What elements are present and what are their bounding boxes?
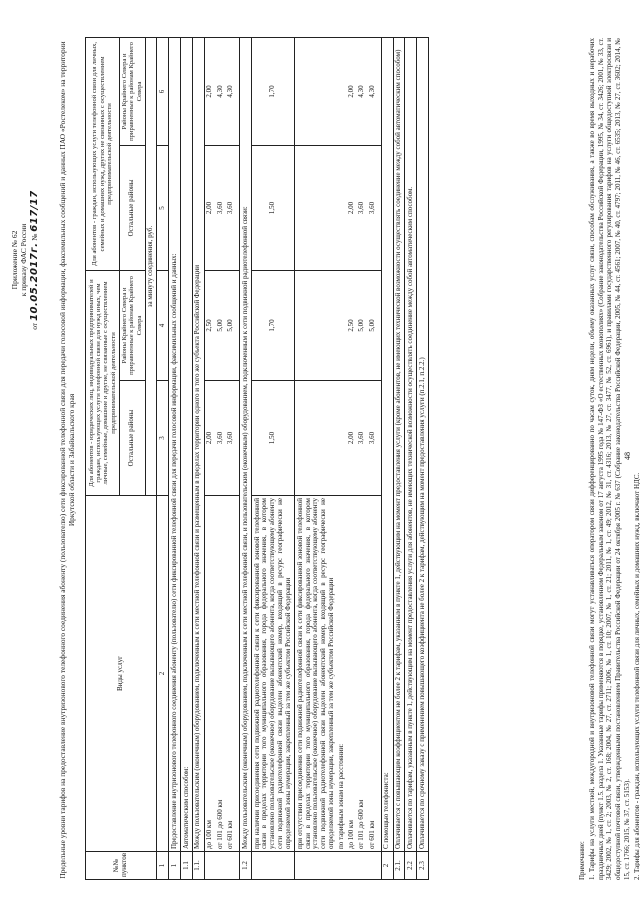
handwritten-order-number: 617/17 xyxy=(28,190,40,232)
header-citizens: Для абонентов - граждан, использующих услуги телефонной связи для личных, семейных и домашних нужд, других не связанных с осуществлением предпринимательской деятельности xyxy=(86,37,120,270)
table-row: 1.1 Автоматическим способом: xyxy=(181,37,193,879)
handwritten-date: 10.05.2017г. xyxy=(28,242,40,321)
table-column-numbers: 1 2 3 4 5 6 xyxy=(157,37,169,879)
header-north-regions: Районы Крайнего Севера и приравненные к районам Крайнего Севера xyxy=(119,270,145,380)
page-number: 48 xyxy=(623,452,632,460)
table-row: 2.3 Оплачивается по срочному заказу с применением повышающего коэффициента не более 2 к тарифам, действующим на момент предоставления услуги (п.2.1, п.2.2.) xyxy=(417,37,429,879)
tariff-table xyxy=(85,37,429,880)
appendix-order-date-line: от 10.05.2017г. № 617/17 xyxy=(28,190,40,330)
table-row: 1 Предоставление внутризонового телефонного соединения абоненту (пользователю) сети фиксированной телефонной связи для передачи голосовой информации, факсимильных сообщений и данных: xyxy=(169,37,181,879)
table-row: 2 С помощью телефониста: xyxy=(381,37,393,879)
table-row: 2.1. Оплачивается с повышающим коэффициентом не более 2 к тарифам, указанным в пункте 1, действующим на момент предоставления услуги (кроме абонентов, не имеющих технической возможности осуществлять соединение между собой автоматическим способом) xyxy=(393,37,405,879)
note-2: 2. Тарифы для абонентов - граждан, использующих услуги телефонной связи для личных, семейных и домашних нужд, включают НДС. xyxy=(632,472,640,880)
header-other-regions-2: Остальные районы xyxy=(119,145,145,270)
header-other-regions: Остальные районы xyxy=(119,381,145,496)
note-1: 1. Тарифы на услуги местной, междугородной и внутризоновой телефонной связи могут устанавливаться оператором связи дифференцированно по часам суток, дням недели, объему оказанных услуг связи, способам обслуживания, а также во время выходных и нерабочих праздничных дней (пункт 1.5. раздела 1. Указанные тарифы применяются в порядке, установленном Федеральным законом от 17 августа 1995 года № 147-ФЗ «О естественных монополиях» (Собрание законодательства Российской Федерации, 1995, № 34, ст. 3426; 2001, № 33, ст. 3429; 2002, № 1, ст. 2; 2003, № 2, ст. 168; 2004, № 27, ст. 2711; 2006, № 1, ст. 10; 2007, № 1, ст. 21; 2011, № 1, ст. 49; 2012, № 31, ст. 4316; 2013, № 27, ст. 3477, № 52, ст. 6961), и правилами государственного регулирования тарифов на услуги общедоступной электросвязи и общедоступной почтовой связи, утвержденными постановлением Правительства Российской Федерации от 24 октября 2005 г. № 637 (Собрание законодательства Российской Федерации, 2005, № 44, ст. 4561; 2007, № 40, ст. 4797; 2011, № 46, ст. 6535; 2013, № 27, ст. 3602; 2014, № 15, ст. 1766; 2015, № 37, ст. 5153). xyxy=(587,38,631,880)
header-legal-entities: Для абонентов - юридических лиц, индивидуальных предпринимателей и граждан, использующих услуги телефонной связи для нужд иных, чем личные, семейные, домашние и другие, не связанные с осуществлением предпринимательской деятельности xyxy=(86,270,120,495)
table-row: до 100 км от 101 до 600 км от 601 км 2,00 3,60 3,60 2,50 5,00 5,00 2,00 3,60 3,60 2,00 4,30 4,30 xyxy=(204,37,240,879)
document-title: Предельные уровни тарифов на предоставление внутризонового телефонного соединения абоненту (пользователю) сети фиксированной телефонной связи для передачи голосовой информации, факсимильных сообщений и данных ПАО «Ростелеком» на территории Иркутской области и Забайкальского края xyxy=(58,41,77,879)
header-num: №№ пунктов xyxy=(86,852,157,880)
appendix-header xyxy=(10,110,41,410)
table-row: при наличии присоединения сети подвижной радиотелефонной связи к сети фиксированной зоновой телефонной связи в пределах территории того муниципального образования, города федерального значения, в котором установлено пользовательское (оконечное) оборудование вызывающего абонента, когда соответствующему абоненту сети подвижной радиотелефонной связи выделен абонентский номер, входящий в ресурс географически не определяемой зоны нумерации, закрепленный за тем же субъектом Российской Федерации 1,50 1,70 1,50 1,70 xyxy=(252,37,295,879)
header-north-regions-2: Районы Крайнего Севера и приравненные к районам Крайнего Севера xyxy=(119,37,145,145)
table-row: 2.2 Оплачивается по тарифам, указанным в пункте 1, действующим на момент предоставления услуги для абонентов, не имеющих технической возможности осуществлять соединение между собой автоматическим способом. xyxy=(405,37,417,879)
notes-title: Примечание: xyxy=(578,841,586,880)
table-row: 1.1. Между пользовательским (оконечным) оборудованием, подключенным к сети местной телефонной связи и размещенным в пределах территории одного и того же субъекта Российской Федерации xyxy=(192,37,204,879)
table-row: 1.2 Между пользовательским (оконечным) оборудованием, подключенным к сети местной телефонной связи, и пользовательским (оконечным) оборудованием, подключенным к сети подвижной радиотелефонной связи: xyxy=(240,37,252,879)
appendix-order-ref: к приказу ФАС России xyxy=(19,223,29,297)
header-service: Виды услуг xyxy=(86,496,157,852)
table-header-row-1 xyxy=(86,37,120,879)
appendix-number: Приложение № 62 xyxy=(10,230,19,290)
header-unit: за минуту соединения, руб. xyxy=(145,37,157,495)
table-row: при отсутствии присоединения сети подвижной радиотелефонной связи к сети фиксированной зоновой телефонной связи в пределах территории того муниципального образования, города федерального значения, в котором установлено пользовательское (оконечное) оборудование вызывающего абонента, когда соответствующему абоненту сети подвижной радиотелефонной связи выделен абонентский номер, входящий в ресурс географически не определяемой зоны нумерации, закрепленный за тем же субъектом Российской Федерации по тарифным зонам на расстоянии: до 100 км от 101 до 600 км от 601 км 2,00 3,60 3,60 2,50 5,00 5,00 2,00 3,60 3,60 2,00 4,30 4,30 xyxy=(295,37,381,879)
